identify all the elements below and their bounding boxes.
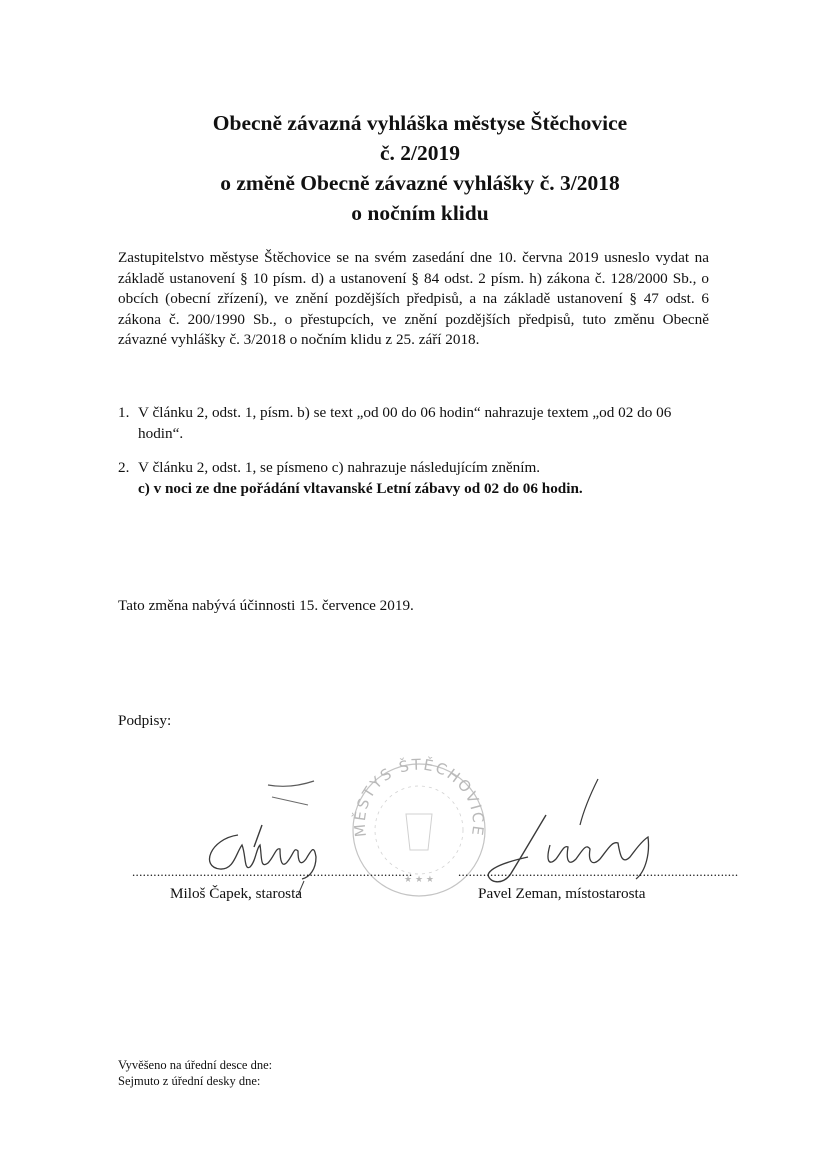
- list-item: [118, 402, 709, 444]
- signature-stroke: [254, 825, 262, 847]
- list-item: [118, 457, 709, 499]
- signature-line-right: ...............................................................................: [458, 864, 739, 879]
- item-number: 2.: [118, 459, 130, 476]
- posted-date-label: Vyvěšeno na úřední desce dne:: [118, 1058, 273, 1072]
- title-line-4: o nočním klidu: [351, 201, 489, 225]
- amendment-list: [118, 402, 709, 499]
- effective-date-text: Tato změna nabývá účinnosti 15. července 2019.: [118, 597, 414, 614]
- signer-deputy-mayor: Pavel Zeman, místostarosta: [478, 885, 646, 902]
- title-line-3: o změně Obecně závazné vyhlášky č. 3/2018: [220, 171, 620, 195]
- stamp-text: MĚSTYS ŠTĚCHOVICE: [350, 755, 488, 839]
- title-line-2: č. 2/2019: [379, 141, 461, 165]
- item-new-wording: c) v noci ze dne pořádání vltavanské Letní zábavy od 02 do 06 hodin.: [138, 480, 583, 497]
- signature-stroke: [272, 797, 308, 805]
- removed-date-label: Sejmuto z úřední desky dne:: [118, 1074, 261, 1088]
- signatures-label: Podpisy:: [118, 712, 172, 729]
- title-line-1: Obecně závazná vyhláška městyse Štěchovice: [212, 111, 628, 135]
- stamp-stars: ★ ★ ★: [404, 875, 434, 885]
- signature-stroke: [268, 781, 314, 786]
- signer-mayor: Miloš Čapek, starosta: [170, 885, 303, 902]
- document-title: [120, 108, 720, 228]
- stamp-emblem-icon: [406, 814, 432, 850]
- signature-line-left: ...............................................................................: [132, 864, 413, 879]
- notice-board-record: [118, 1057, 272, 1089]
- signature-stroke: [580, 779, 598, 825]
- item-text: V článku 2, odst. 1, se písmeno c) nahrazuje následujícím zněním.: [138, 459, 541, 476]
- item-text: V článku 2, odst. 1, písm. b) se text „od 00 do 06 hodin“ nahrazuje textem „od 02 do 06 hodin“.: [138, 404, 672, 442]
- item-number: 1.: [118, 404, 130, 421]
- intro-paragraph: Zastupitelstvo městyse Štěchovice se na svém zasedání dne 10. června 2019 usneslo vydat na základě ustanovení § 10 písm. d) a ustanovení § 84 odst. 2 písm. h) zákona č. 128/2000 Sb., o obcích (obecní zřízení), ve znění pozdějších předpisů, a na základě ustanovení § 47 odst. 6 zákona č. 200/1990 Sb., o přestupcích, ve znění pozdějších předpisů, tuto změnu Obecně závazné vyhlášky č. 3/2018 o nočním klidu z 25. září 2018.: [118, 249, 709, 349]
